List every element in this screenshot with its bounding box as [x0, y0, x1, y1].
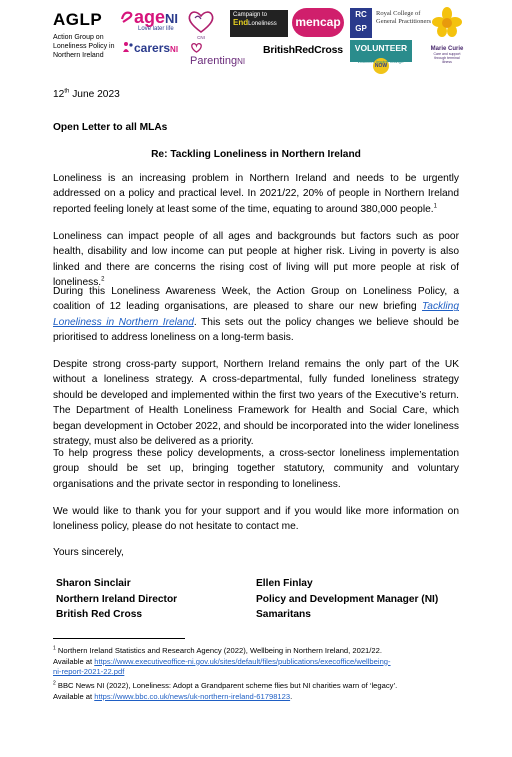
closing: Yours sincerely, — [53, 547, 124, 558]
age-ni-suffix: NI — [165, 11, 179, 26]
footnote-1-number: 1 — [53, 645, 56, 652]
paragraph-2-text: Loneliness can impact people of all ages and backgrounds but factors such as poor health, disability and low income can put people at higher risk. Living in poverty is also linked and there are concerns the rising cost of living will put more people at risk of loneliness. — [53, 231, 459, 289]
aglp-logo — [53, 11, 123, 60]
carers-ni-logo — [122, 41, 184, 59]
paragraph-1-text: Loneliness is an increasing problem in Northern Ireland and needs to be urgently addressed on a policy and practical level. In 2021/22, 20% of people in Northern Ireland reported feeling lonely at least some of the time, equating to around 380,000 people. — [53, 173, 459, 215]
marie-curie-tagline: Care and support through terminal illness — [433, 52, 461, 64]
paragraph-3-text-after: . This sets out the policy changes we believe should be prioritised to address loneliness on a long-term basis. — [53, 316, 459, 344]
footnote-2-link[interactable]: https://www.bbc.co.uk/news/uk-northern-ireland-61798123 — [94, 691, 291, 701]
carers-ni-name: carers — [134, 41, 171, 55]
parenting-ni-logo — [190, 41, 256, 67]
signatory-1-role: Northern Ireland Director — [56, 593, 178, 605]
signatory-1-name: Sharon Sinclair — [56, 578, 131, 589]
date-rest: June 2023 — [69, 89, 120, 100]
footnote-2-text: BBC News NI (2022), Loneliness: Adopt a Grandparent scheme flies but NI charities warn of ‘legacy’. — [55, 681, 398, 690]
carers-ni-figure-icon — [122, 41, 134, 53]
volunteer-now-badge: NOW — [373, 58, 389, 74]
signatory-2-role: Policy and Development Manager (NI) — [256, 593, 439, 605]
daffodil-icon — [430, 6, 464, 40]
parenting-ni-name: Parenting — [190, 55, 238, 67]
footnote-1-link[interactable] — [53, 657, 391, 677]
paragraph-6: We would like to thank you for your support and if you would like more information on loneliness policy, please do not hesitate to contact me. — [53, 506, 459, 533]
aglp-title: AGLP — [53, 10, 103, 29]
signatory-1 — [56, 576, 177, 623]
footnote-ref-2: 2 — [101, 276, 105, 283]
footnote-1-url-line1: https://www.executiveoffice-ni.gov.uk/sites/default/files/publications/execoffice/wellbeing- — [94, 656, 391, 666]
ceel-line1: Campaign to — [233, 12, 268, 18]
briefing-link[interactable]: Tackling Loneliness in Northern Ireland — [53, 301, 459, 328]
ceel-line2: End — [233, 18, 249, 27]
volunteer-now-logo — [350, 40, 412, 69]
footnote-divider — [53, 638, 185, 639]
footnote-2-available: Available at — [53, 691, 95, 701]
marie-curie-logo — [430, 6, 464, 64]
parenting-ni-suffix: NI — [237, 57, 246, 66]
age-ni-name: age — [134, 7, 166, 27]
footnote-ref-1: 1 — [433, 203, 437, 210]
date-day: 12 — [53, 89, 65, 100]
footnote-1-text: Northern Ireland Statistics and Research Agency (2022), Wellbeing in Northern Ireland, 2021/22. — [55, 646, 382, 655]
aglp-subtitle: Action Group on Loneliness Policy in Northern Ireland — [53, 34, 115, 59]
mencap-logo: mencap — [292, 8, 344, 37]
age-ni-tagline: Love later life — [138, 26, 174, 32]
footnote-1-available: Available at — [53, 656, 95, 666]
signatory-2-org: Samaritans — [256, 609, 311, 620]
rcgp-logo — [350, 8, 440, 38]
rcgp-letters: RC GP — [350, 8, 372, 38]
cni-heart-icon — [186, 8, 216, 34]
signatory-2-name: Ellen Finlay — [256, 578, 313, 589]
paragraph-4: Despite strong cross-party support, Northern Ireland remains the only part of the UK without a loneliness strategy. A cross-departmental, fully funded loneliness strategy should be developed and implemented within the first two years of the Executive’s return. The Department of Health Loneliness Framework for Health and Social Care, which began development in October 2022, and should be incorporated into the wider loneliness strategy, must also be delivered as a priority. — [53, 359, 459, 448]
footnote-1-url-line2: ni-report-2021-22.pdf — [53, 667, 125, 677]
cni-text: CNI — [197, 35, 205, 40]
volunteer-now-text: VOLUNTEER — [354, 43, 408, 53]
signatory-1-org: British Red Cross — [56, 609, 143, 620]
paragraph-5: To help progress these policy developments, a cross-sector loneliness implementation group should be set up, bringing together statutory, community and voluntary organisations and the private sector in responding to loneliness. — [53, 448, 459, 490]
salutation: Open Letter to all MLAs — [53, 122, 168, 133]
parenting-ni-heart-icon — [190, 41, 203, 54]
footnote-1 — [53, 646, 463, 678]
campaign-to-end-loneliness-logo — [230, 10, 288, 37]
age-ni-logo — [120, 7, 182, 37]
paragraph-3-text-before: During this Loneliness Awareness Week, the Action Group on Loneliness Policy, a coalition of 12 leading organisations, are pleased to share our new briefing — [53, 286, 459, 313]
paragraph-3 — [53, 284, 459, 346]
volunteer-now-tagline: volunteer. inspire. change. — [357, 59, 405, 64]
footnote-2 — [53, 681, 463, 702]
paragraph-1 — [53, 171, 459, 217]
age-ni-swirl-icon — [120, 10, 134, 24]
rcgp-text: Royal College of General Practitioners — [376, 10, 432, 25]
footnote-2-number: 2 — [53, 680, 56, 687]
carers-ni-suffix: NI — [170, 45, 179, 54]
marie-curie-name: Marie Curie — [430, 46, 464, 52]
paragraph-2 — [53, 229, 459, 291]
footnote-2-end: . — [290, 691, 293, 701]
british-red-cross-logo: BritishRedCross — [263, 44, 343, 56]
cni-logo — [186, 8, 216, 40]
subject-line: Re: Tackling Loneliness in Northern Ireland — [151, 149, 361, 160]
letter-date — [53, 87, 120, 102]
ceel-line3: Loneliness — [248, 21, 277, 27]
date-suffix: th — [64, 88, 70, 95]
signatory-2 — [256, 576, 438, 623]
